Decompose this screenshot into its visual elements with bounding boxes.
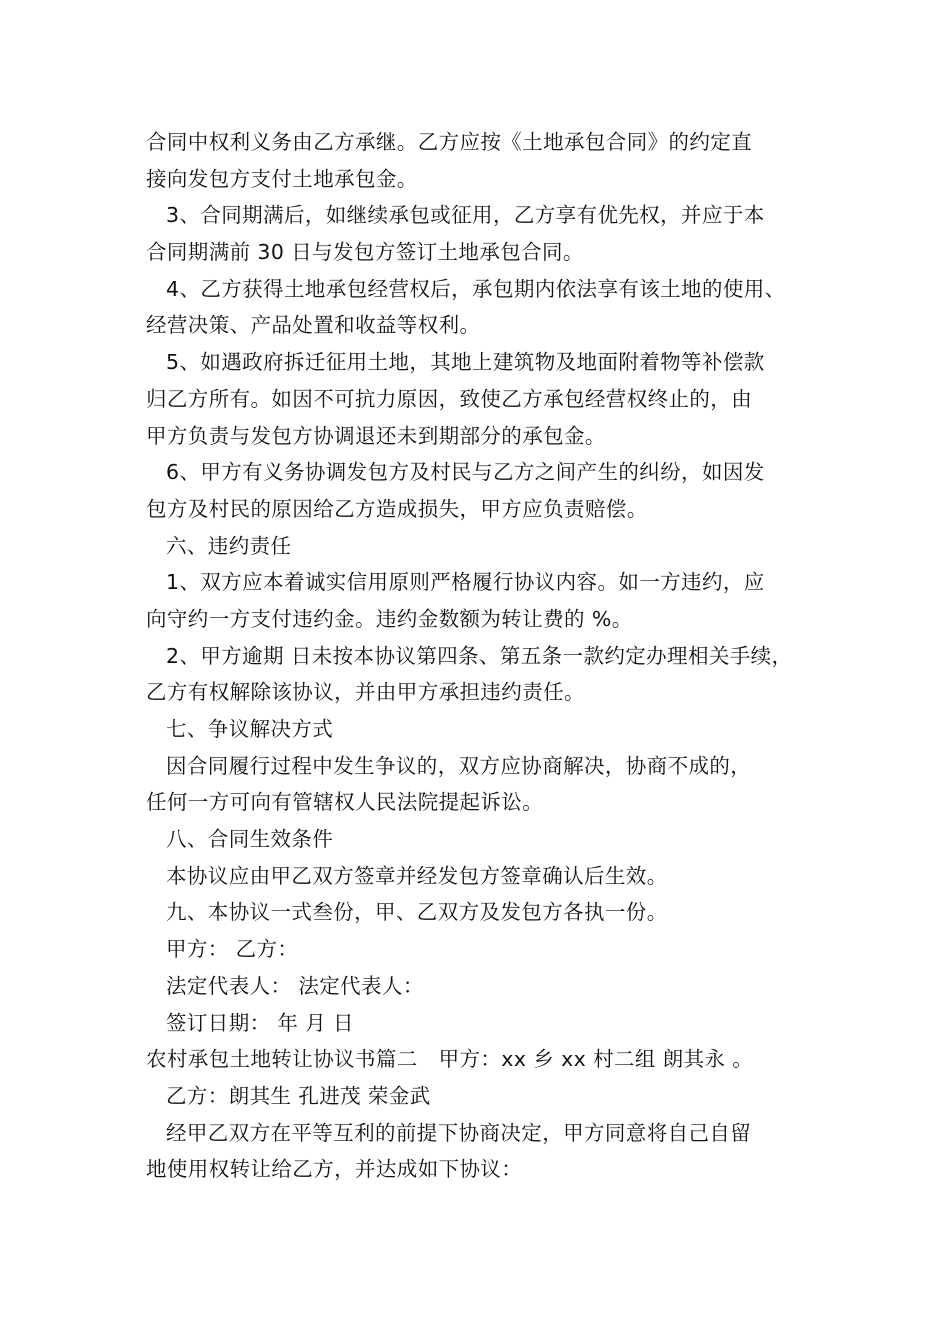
text-line: 本协议应由甲乙双方签章并经发包方签章确认后生效。 (166, 863, 668, 888)
text-line: 乙方有权解除该协议，并由甲方承担违约责任。 (146, 680, 585, 705)
text-line: 合同期满前 30 日与发包方签订土地承包合同。 (146, 240, 584, 265)
text-line: 4、乙方获得土地承包经营权后，承包期内依法享有该土地的使用、 (166, 276, 786, 301)
text-line: 归乙方所有。如因不可抗力原因，致使乙方承包经营权终止的，由 (146, 386, 753, 411)
document-title-line: 农村承包土地转让协议书篇二 甲方：xx 乡 xx 村二组 朗其永 。 (146, 1047, 754, 1072)
text-line: 乙方：朗其生 孔进茂 荣金武 (166, 1083, 431, 1108)
section-heading: 七、争议解决方式 (166, 717, 334, 741)
text-line: 1、双方应本着诚实信用原则严格履行协议内容。如一方违约，应 (166, 570, 765, 595)
section-heading: 八、合同生效条件 (166, 827, 334, 852)
text-line: 5、如遇政府拆迁征用土地，其地上建筑物及地面附着物等补偿款 (166, 350, 765, 375)
text-line: 地使用权转让给乙方，并达成如下协议： (146, 1157, 523, 1182)
text-line: 合同中权利义务由乙方承继。乙方应按《土地承包合同》的约定直 (146, 130, 753, 154)
text-line: 2、甲方逾期 日未按本协议第四条、第五条一款约定办理相关手续， (166, 643, 793, 668)
signature-party-line: 甲方： 乙方： (166, 937, 299, 962)
text-line: 因合同履行过程中发生争议的，双方应协商解决，协商不成的， (166, 753, 752, 778)
document-body (146, 124, 826, 1188)
text-line: 任何一方可向有管辖权人民法院提起诉讼。 (146, 790, 544, 815)
text-line: 九、本协议一式叁份，甲、乙双方及发包方各执一份。 (166, 900, 668, 925)
text-line: 经甲乙双方在平等互利的前提下协商决定，甲方同意将自己自留 (166, 1120, 752, 1145)
text-line: 6、甲方有义务协调发包方及村民与乙方之间产生的纠纷，如因发 (166, 460, 765, 485)
text-line: 经营决策、产品处置和收益等权利。 (146, 313, 481, 338)
section-heading: 六、违约责任 (166, 533, 292, 558)
text-line: 包方及村民的原因给乙方造成损失，甲方应负责赔偿。 (146, 496, 648, 521)
signature-date-line: 签订日期： 年 月 日 (166, 1010, 354, 1035)
signature-representative-line: 法定代表人： 法定代表人： (166, 973, 424, 998)
text-line: 向守约一方支付违约金。违约金数额为转让费的 %。 (146, 606, 633, 631)
text-line: 甲方负责与发包方协调退还未到期部分的承包金。 (146, 423, 606, 448)
text-line: 3、合同期满后，如继续承包或征用，乙方享有优先权，并应于本 (166, 203, 765, 228)
text-line: 接向发包方支付土地承包金。 (146, 166, 418, 191)
